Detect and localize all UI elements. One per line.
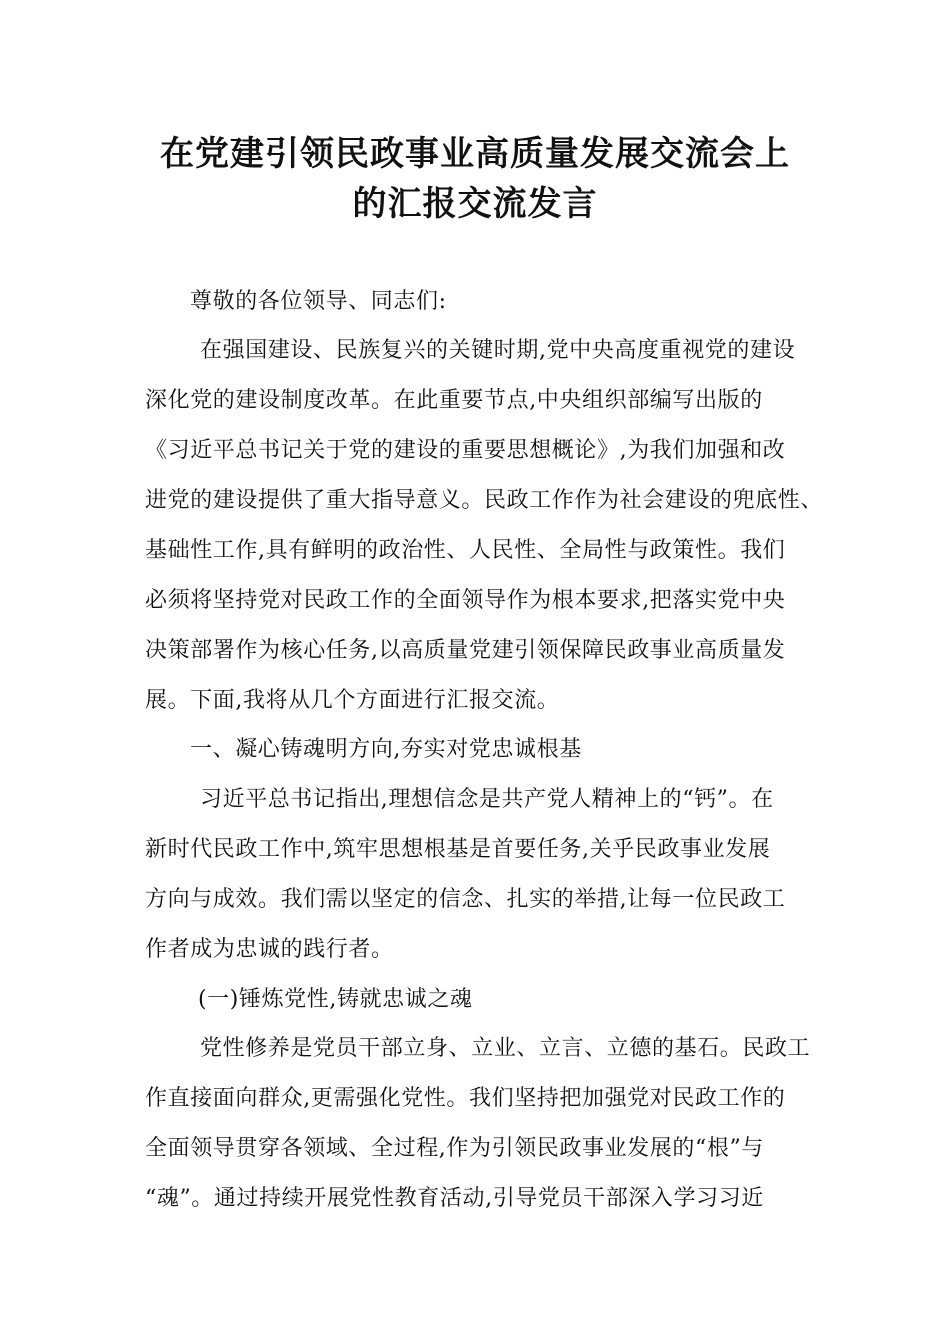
intro-line: 必须将坚持党对民政工作的全面领导作为根本要求,把落实党中央 xyxy=(145,588,786,613)
subsection-line: 作直接面向群众,更需强化党性。我们坚持把加强党对民政工作的 xyxy=(145,1086,786,1111)
subsection-line: 全面领导贯穿各领域、全过程,作为引领民政事业发展的“根”与 xyxy=(145,1136,764,1161)
section-line: 方向与成效。我们需以坚定的信念、扎实的举措,让每一位民政工 xyxy=(145,887,786,912)
intro-line: 展。下面,我将从几个方面进行汇报交流。 xyxy=(145,688,560,713)
subsection-heading: (一)锤炼党性,铸就忠诚之魂 xyxy=(198,987,473,1012)
section-line: 新时代民政工作中,筑牢思想根基是首要任务,关乎民政事业发展 xyxy=(145,837,771,862)
intro-line: 进党的建设提供了重大指导意义。民政工作作为社会建设的兜底性、 xyxy=(145,488,824,513)
intro-line: 在强国建设、民族复兴的关键时期,党中央高度重视党的建设 xyxy=(200,338,796,363)
intro-line: 基础性工作,具有鲜明的政治性、人民性、全局性与政策性。我们 xyxy=(145,538,786,563)
subsection-line: 党性修养是党员干部立身、立业、立言、立德的基石。民政工 xyxy=(200,1036,811,1061)
intro-line: 深化党的建设制度改革。在此重要节点,中央组织部编写出版的 xyxy=(145,388,763,413)
title-line-2: 的汇报交流发言 xyxy=(352,184,598,224)
subsection-line: “魂”。通过持续开展党性教育活动,引导党员干部深入学习习近 xyxy=(145,1186,764,1211)
title-line-1: 在党建引领民政事业高质量发展交流会上 xyxy=(160,134,790,174)
intro-line: 《习近平总书记关于党的建设的重要思想概论》,为我们加强和改 xyxy=(145,438,786,463)
section-line: 作者成为忠诚的践行者。 xyxy=(145,937,394,962)
section-heading: 一、凝心铸魂明方向,夯实对党忠诚根基 xyxy=(190,737,582,762)
section-line: 习近平总书记指出,理想信念是共产党人精神上的“钙”。在 xyxy=(200,787,774,812)
intro-line: 决策部署作为核心任务,以高质量党建引领保障民政事业高质量发 xyxy=(145,638,786,663)
salutation: 尊敬的各位领导、同志们: xyxy=(190,289,447,314)
